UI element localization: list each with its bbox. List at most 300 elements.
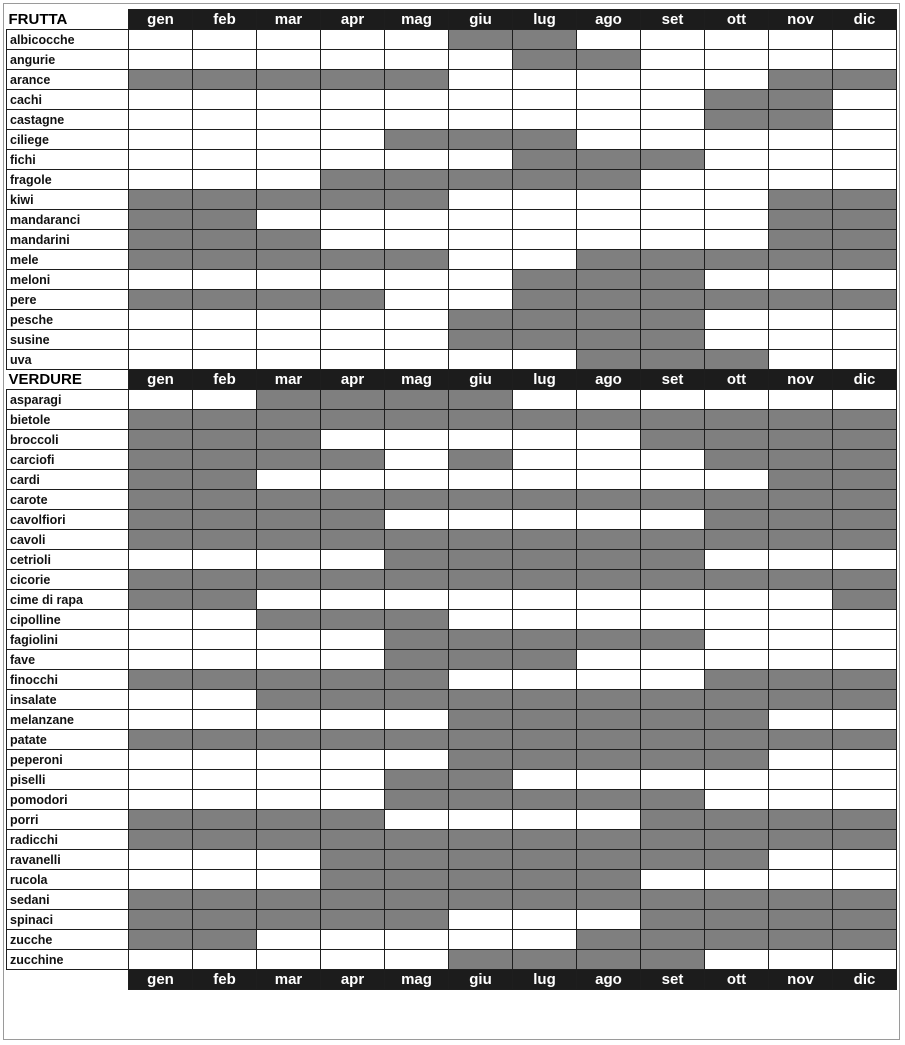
season-cell-nov: [769, 230, 833, 250]
season-cell-feb: [193, 350, 257, 370]
season-cell-dic: [833, 610, 897, 630]
season-cell-ott: [705, 570, 769, 590]
season-cell-lug: [513, 170, 577, 190]
season-cell-feb: [193, 730, 257, 750]
month-label-ago: ago: [577, 370, 641, 390]
season-cell-gen: [129, 470, 193, 490]
season-cell-gen: [129, 650, 193, 670]
item-name: cetrioli: [7, 550, 129, 570]
season-cell-mar: [257, 570, 321, 590]
season-cell-ago: [577, 530, 641, 550]
season-cell-nov: [769, 330, 833, 350]
season-cell-dic: [833, 430, 897, 450]
season-cell-nov: [769, 550, 833, 570]
season-cell-giu: [449, 50, 513, 70]
season-cell-nov: [769, 390, 833, 410]
item-name: sedani: [7, 890, 129, 910]
footer-spacer: [7, 970, 129, 990]
season-cell-feb: [193, 890, 257, 910]
season-cell-ott: [705, 490, 769, 510]
season-cell-apr: [321, 130, 385, 150]
season-cell-set: [641, 190, 705, 210]
season-cell-dic: [833, 170, 897, 190]
item-name: porri: [7, 810, 129, 830]
season-cell-ott: [705, 350, 769, 370]
season-cell-ago: [577, 810, 641, 830]
month-label-nov: nov: [769, 10, 833, 30]
season-cell-giu: [449, 450, 513, 470]
season-cell-mag: [385, 190, 449, 210]
season-cell-apr: [321, 50, 385, 70]
season-cell-ago: [577, 590, 641, 610]
season-cell-dic: [833, 190, 897, 210]
season-cell-dic: [833, 30, 897, 50]
table-row: [7, 890, 897, 910]
season-cell-mar: [257, 290, 321, 310]
season-cell-set: [641, 890, 705, 910]
month-label-ott: ott: [705, 970, 769, 990]
month-label-dic: dic: [833, 370, 897, 390]
season-cell-mar: [257, 890, 321, 910]
season-cell-set: [641, 50, 705, 70]
season-cell-mag: [385, 170, 449, 190]
item-name: fragole: [7, 170, 129, 190]
season-cell-set: [641, 670, 705, 690]
season-cell-mar: [257, 930, 321, 950]
season-cell-gen: [129, 590, 193, 610]
table-row: [7, 830, 897, 850]
season-cell-ago: [577, 650, 641, 670]
item-name: meloni: [7, 270, 129, 290]
season-cell-ott: [705, 30, 769, 50]
season-cell-mag: [385, 110, 449, 130]
season-cell-mar: [257, 390, 321, 410]
month-label-gen: gen: [129, 10, 193, 30]
season-cell-mar: [257, 610, 321, 630]
season-cell-dic: [833, 110, 897, 130]
season-cell-dic: [833, 930, 897, 950]
table-row: [7, 870, 897, 890]
season-cell-ott: [705, 190, 769, 210]
season-cell-dic: [833, 730, 897, 750]
season-cell-mag: [385, 350, 449, 370]
season-cell-apr: [321, 530, 385, 550]
season-cell-apr: [321, 450, 385, 470]
season-cell-set: [641, 630, 705, 650]
season-cell-feb: [193, 450, 257, 470]
season-cell-lug: [513, 590, 577, 610]
season-cell-mag: [385, 610, 449, 630]
season-cell-nov: [769, 290, 833, 310]
season-cell-ott: [705, 830, 769, 850]
season-cell-nov: [769, 310, 833, 330]
season-cell-giu: [449, 510, 513, 530]
season-cell-ott: [705, 650, 769, 670]
table-row: [7, 850, 897, 870]
season-cell-giu: [449, 550, 513, 570]
season-cell-mag: [385, 210, 449, 230]
season-cell-ago: [577, 870, 641, 890]
table-row: [7, 590, 897, 610]
season-cell-nov: [769, 930, 833, 950]
item-name: mandarini: [7, 230, 129, 250]
season-cell-mar: [257, 730, 321, 750]
season-cell-ott: [705, 450, 769, 470]
season-cell-ago: [577, 850, 641, 870]
season-cell-nov: [769, 470, 833, 490]
season-cell-set: [641, 490, 705, 510]
season-cell-dic: [833, 470, 897, 490]
item-name: bietole: [7, 410, 129, 430]
season-cell-mag: [385, 490, 449, 510]
season-cell-ott: [705, 750, 769, 770]
season-cell-gen: [129, 850, 193, 870]
season-cell-set: [641, 530, 705, 550]
season-cell-ago: [577, 550, 641, 570]
month-label-giu: giu: [449, 370, 513, 390]
item-name: melanzane: [7, 710, 129, 730]
table-row: [7, 770, 897, 790]
season-cell-gen: [129, 950, 193, 970]
season-cell-lug: [513, 790, 577, 810]
season-cell-lug: [513, 190, 577, 210]
season-cell-dic: [833, 230, 897, 250]
month-label-apr: apr: [321, 970, 385, 990]
item-name: fichi: [7, 150, 129, 170]
season-cell-giu: [449, 430, 513, 450]
season-cell-giu: [449, 790, 513, 810]
season-cell-mar: [257, 330, 321, 350]
season-cell-ago: [577, 230, 641, 250]
item-name: patate: [7, 730, 129, 750]
season-cell-set: [641, 930, 705, 950]
season-cell-lug: [513, 950, 577, 970]
season-cell-ago: [577, 930, 641, 950]
table-row: [7, 390, 897, 410]
season-cell-giu: [449, 650, 513, 670]
season-cell-giu: [449, 110, 513, 130]
season-cell-dic: [833, 950, 897, 970]
season-cell-giu: [449, 410, 513, 430]
season-cell-ott: [705, 870, 769, 890]
item-name: pomodori: [7, 790, 129, 810]
season-cell-ago: [577, 50, 641, 70]
season-cell-set: [641, 290, 705, 310]
table-row: [7, 90, 897, 110]
season-cell-lug: [513, 770, 577, 790]
season-cell-giu: [449, 830, 513, 850]
item-name: susine: [7, 330, 129, 350]
month-label-nov: nov: [769, 970, 833, 990]
table-row: [7, 750, 897, 770]
season-cell-dic: [833, 910, 897, 930]
season-cell-gen: [129, 410, 193, 430]
table-row: [7, 70, 897, 90]
season-cell-ago: [577, 470, 641, 490]
season-cell-mar: [257, 110, 321, 130]
table-row: [7, 650, 897, 670]
month-label-feb: feb: [193, 10, 257, 30]
season-cell-lug: [513, 690, 577, 710]
season-cell-lug: [513, 490, 577, 510]
season-cell-nov: [769, 610, 833, 630]
season-cell-lug: [513, 830, 577, 850]
season-cell-mar: [257, 50, 321, 70]
season-cell-lug: [513, 70, 577, 90]
month-label-mar: mar: [257, 970, 321, 990]
season-cell-mar: [257, 350, 321, 370]
season-cell-feb: [193, 550, 257, 570]
item-name: cardi: [7, 470, 129, 490]
season-cell-feb: [193, 30, 257, 50]
season-cell-ago: [577, 30, 641, 50]
season-cell-set: [641, 810, 705, 830]
season-cell-dic: [833, 770, 897, 790]
item-name: arance: [7, 70, 129, 90]
season-cell-mag: [385, 590, 449, 610]
season-cell-ago: [577, 510, 641, 530]
season-cell-dic: [833, 790, 897, 810]
season-cell-set: [641, 90, 705, 110]
season-cell-apr: [321, 790, 385, 810]
season-cell-giu: [449, 70, 513, 90]
season-cell-ago: [577, 110, 641, 130]
season-cell-nov: [769, 130, 833, 150]
item-name: cavolfiori: [7, 510, 129, 530]
season-cell-ago: [577, 430, 641, 450]
season-cell-apr: [321, 230, 385, 250]
season-cell-giu: [449, 350, 513, 370]
season-cell-apr: [321, 870, 385, 890]
season-cell-mag: [385, 810, 449, 830]
season-cell-nov: [769, 830, 833, 850]
season-cell-ago: [577, 210, 641, 230]
season-cell-giu: [449, 470, 513, 490]
season-cell-apr: [321, 890, 385, 910]
season-cell-dic: [833, 70, 897, 90]
item-name: albicocche: [7, 30, 129, 50]
season-cell-set: [641, 150, 705, 170]
season-cell-lug: [513, 50, 577, 70]
season-cell-set: [641, 210, 705, 230]
season-cell-ago: [577, 570, 641, 590]
season-cell-dic: [833, 750, 897, 770]
month-label-mag: mag: [385, 10, 449, 30]
season-cell-feb: [193, 50, 257, 70]
season-cell-ott: [705, 710, 769, 730]
season-cell-feb: [193, 430, 257, 450]
season-cell-ago: [577, 610, 641, 630]
season-cell-apr: [321, 430, 385, 450]
season-cell-nov: [769, 210, 833, 230]
season-cell-lug: [513, 30, 577, 50]
season-cell-feb: [193, 670, 257, 690]
season-cell-feb: [193, 250, 257, 270]
season-cell-apr: [321, 210, 385, 230]
season-cell-giu: [449, 810, 513, 830]
season-cell-apr: [321, 690, 385, 710]
season-cell-apr: [321, 150, 385, 170]
season-cell-ago: [577, 910, 641, 930]
table-row: [7, 810, 897, 830]
season-cell-apr: [321, 250, 385, 270]
season-cell-dic: [833, 290, 897, 310]
season-cell-mar: [257, 810, 321, 830]
season-cell-giu: [449, 190, 513, 210]
season-cell-nov: [769, 590, 833, 610]
season-cell-set: [641, 710, 705, 730]
item-name: rucola: [7, 870, 129, 890]
season-cell-nov: [769, 910, 833, 930]
table-row: [7, 690, 897, 710]
season-cell-nov: [769, 650, 833, 670]
season-cell-ott: [705, 310, 769, 330]
season-cell-mar: [257, 490, 321, 510]
season-cell-lug: [513, 110, 577, 130]
season-cell-lug: [513, 570, 577, 590]
season-cell-feb: [193, 390, 257, 410]
month-label-feb: feb: [193, 970, 257, 990]
season-cell-lug: [513, 230, 577, 250]
season-cell-giu: [449, 150, 513, 170]
season-cell-ago: [577, 170, 641, 190]
season-cell-ago: [577, 630, 641, 650]
season-cell-giu: [449, 730, 513, 750]
season-cell-mag: [385, 310, 449, 330]
season-cell-nov: [769, 150, 833, 170]
season-cell-lug: [513, 250, 577, 270]
season-cell-ott: [705, 790, 769, 810]
season-cell-ott: [705, 290, 769, 310]
season-cell-mar: [257, 590, 321, 610]
item-name: radicchi: [7, 830, 129, 850]
season-cell-gen: [129, 230, 193, 250]
season-cell-mag: [385, 410, 449, 430]
table-row: [7, 610, 897, 630]
table-row: [7, 490, 897, 510]
season-cell-mar: [257, 150, 321, 170]
season-cell-ott: [705, 690, 769, 710]
season-cell-lug: [513, 810, 577, 830]
table-row: [7, 230, 897, 250]
season-cell-feb: [193, 90, 257, 110]
season-cell-feb: [193, 70, 257, 90]
season-cell-feb: [193, 190, 257, 210]
month-label-giu: giu: [449, 970, 513, 990]
season-cell-gen: [129, 190, 193, 210]
item-name: cachi: [7, 90, 129, 110]
season-cell-nov: [769, 170, 833, 190]
season-cell-dic: [833, 650, 897, 670]
season-cell-nov: [769, 510, 833, 530]
season-cell-apr: [321, 510, 385, 530]
season-cell-lug: [513, 550, 577, 570]
season-cell-mar: [257, 710, 321, 730]
season-cell-giu: [449, 230, 513, 250]
season-cell-mar: [257, 790, 321, 810]
season-cell-lug: [513, 930, 577, 950]
season-cell-feb: [193, 710, 257, 730]
season-cell-lug: [513, 270, 577, 290]
month-label-feb: feb: [193, 370, 257, 390]
season-cell-set: [641, 430, 705, 450]
season-cell-set: [641, 830, 705, 850]
season-cell-apr: [321, 930, 385, 950]
season-cell-dic: [833, 630, 897, 650]
season-cell-lug: [513, 210, 577, 230]
season-cell-set: [641, 110, 705, 130]
season-cell-mag: [385, 290, 449, 310]
season-cell-ago: [577, 830, 641, 850]
season-cell-mag: [385, 70, 449, 90]
season-cell-ago: [577, 390, 641, 410]
season-cell-mar: [257, 270, 321, 290]
season-cell-lug: [513, 310, 577, 330]
section-header-row: [7, 10, 897, 30]
month-label-gen: gen: [129, 970, 193, 990]
season-cell-dic: [833, 570, 897, 590]
season-cell-giu: [449, 250, 513, 270]
season-cell-ott: [705, 110, 769, 130]
season-cell-mar: [257, 550, 321, 570]
season-cell-gen: [129, 570, 193, 590]
season-cell-giu: [449, 870, 513, 890]
month-label-giu: giu: [449, 10, 513, 30]
season-cell-ago: [577, 410, 641, 430]
season-cell-mag: [385, 710, 449, 730]
table-row: [7, 290, 897, 310]
season-cell-gen: [129, 90, 193, 110]
season-cell-lug: [513, 510, 577, 530]
season-cell-giu: [449, 590, 513, 610]
season-cell-apr: [321, 610, 385, 630]
season-cell-ago: [577, 270, 641, 290]
season-cell-lug: [513, 870, 577, 890]
season-cell-set: [641, 390, 705, 410]
season-cell-mag: [385, 690, 449, 710]
season-cell-lug: [513, 530, 577, 550]
season-cell-set: [641, 70, 705, 90]
season-cell-ott: [705, 430, 769, 450]
season-cell-dic: [833, 210, 897, 230]
month-label-ott: ott: [705, 370, 769, 390]
season-cell-mag: [385, 650, 449, 670]
season-cell-apr: [321, 310, 385, 330]
season-cell-apr: [321, 490, 385, 510]
season-cell-nov: [769, 110, 833, 130]
footer-month-row: [7, 970, 897, 990]
season-cell-giu: [449, 390, 513, 410]
season-cell-apr: [321, 390, 385, 410]
season-cell-set: [641, 610, 705, 630]
table-row: [7, 190, 897, 210]
season-cell-lug: [513, 130, 577, 150]
season-cell-nov: [769, 190, 833, 210]
item-name: zucche: [7, 930, 129, 950]
season-cell-apr: [321, 590, 385, 610]
seasonality-table: [6, 9, 897, 990]
item-name: cipolline: [7, 610, 129, 630]
item-name: angurie: [7, 50, 129, 70]
season-cell-apr: [321, 830, 385, 850]
season-cell-gen: [129, 170, 193, 190]
season-cell-dic: [833, 510, 897, 530]
season-cell-ott: [705, 330, 769, 350]
season-cell-gen: [129, 50, 193, 70]
season-cell-apr: [321, 770, 385, 790]
season-cell-gen: [129, 730, 193, 750]
season-cell-set: [641, 950, 705, 970]
